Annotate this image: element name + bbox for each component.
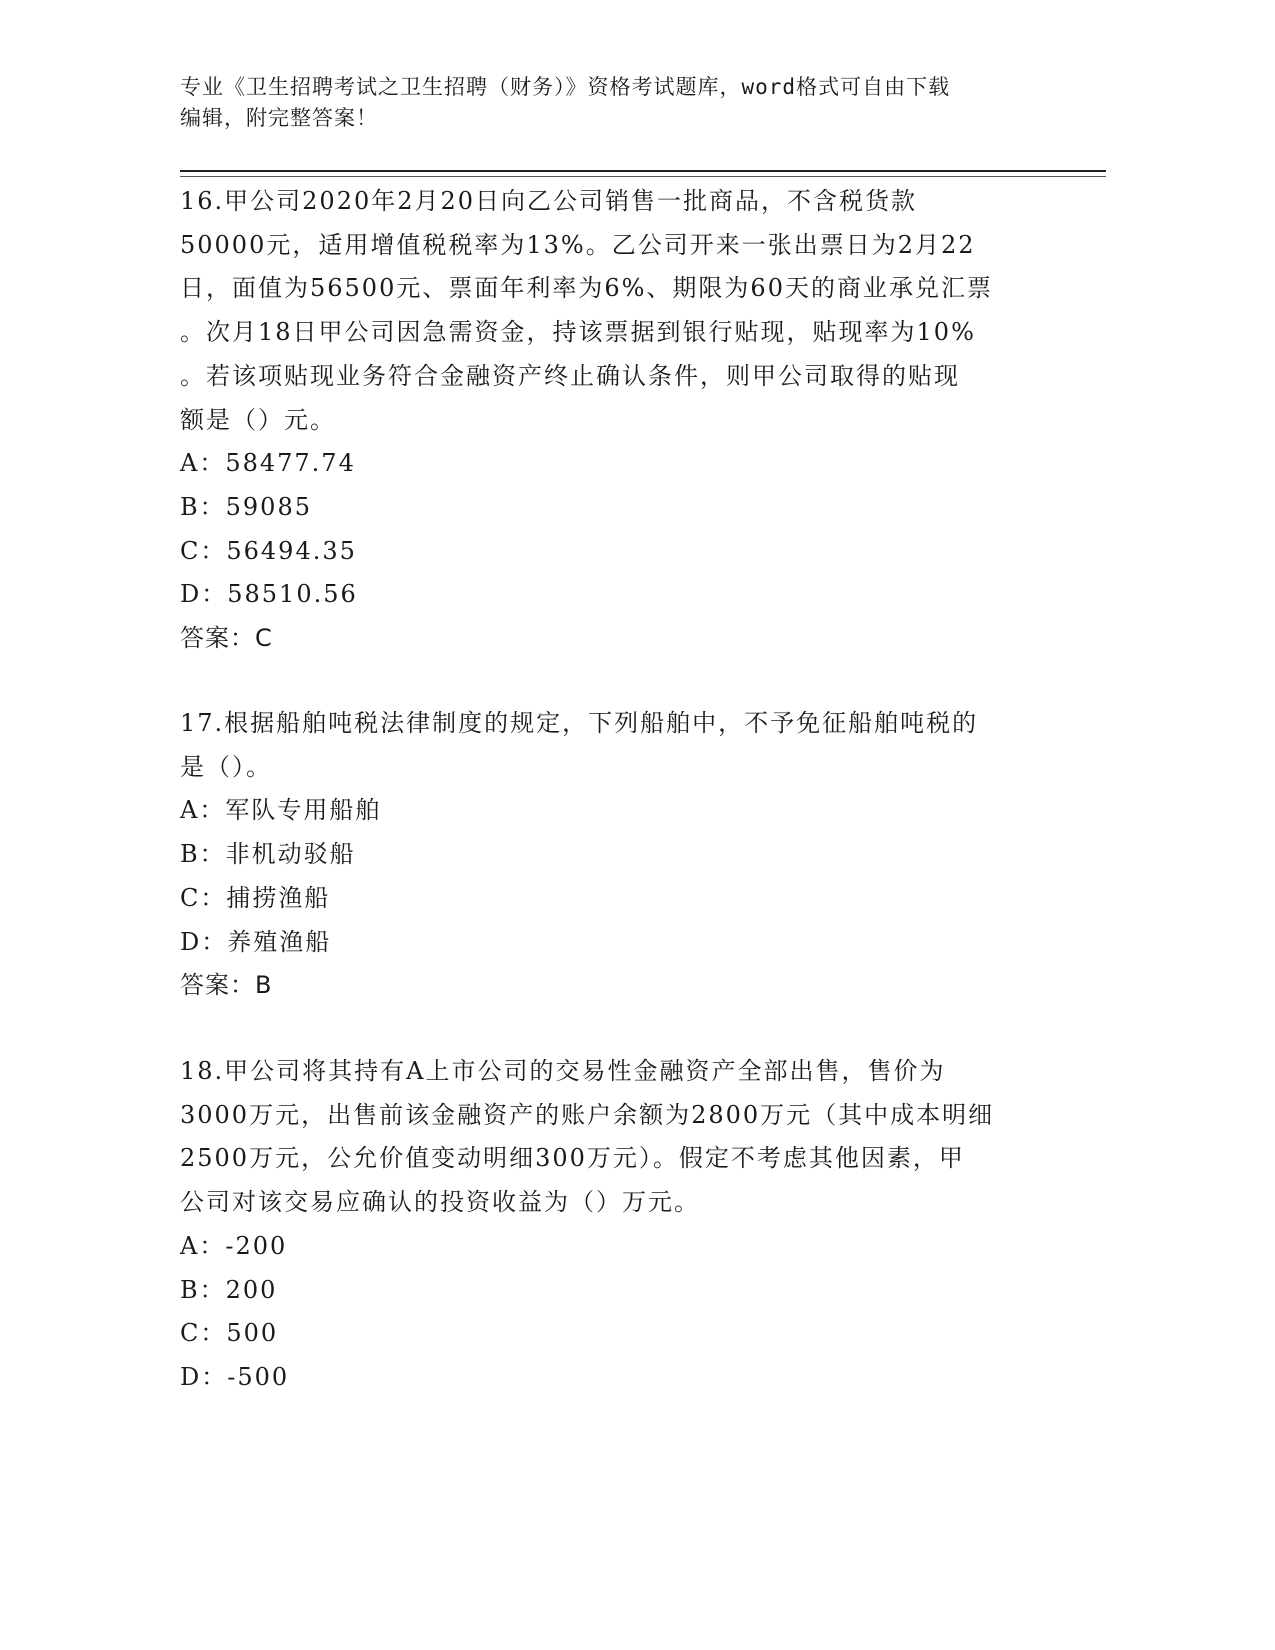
question-stem <box>180 180 1040 442</box>
stem-line: 18.甲公司将其持有A上市公司的交易性金融资产全部出售，售价为 <box>180 1057 946 1085</box>
document-header <box>180 72 1040 134</box>
option-b: B：200 <box>180 1275 278 1304</box>
option-d: D：养殖渔船 <box>180 927 332 956</box>
option-b: B：非机动驳船 <box>180 840 356 869</box>
option-a: A：58477.74 <box>180 449 356 478</box>
stem-line: 。若该项贴现业务符合金融资产终止确认条件，则甲公司取得的贴现 <box>180 361 960 390</box>
question-18 <box>180 1050 1040 1400</box>
stem-line: 额是（）元。 <box>180 405 336 434</box>
header-divider-thick <box>180 170 1106 172</box>
stem-line: 50000元，适用增值税税率为13%。乙公司开来一张出票日为2月22 <box>180 230 976 259</box>
answer-line: 答案：B <box>180 971 273 1000</box>
stem-line: 日，面值为56500元、票面年利率为6%、期限为60天的商业承兑汇票 <box>180 274 993 303</box>
header-line-1: 专业《卫生招聘考试之卫生招聘（财务）》资格考试题库，word格式可自由下载 <box>180 75 951 99</box>
option-d: D：58510.56 <box>180 580 358 609</box>
stem-line: 2500万元，公允价值变动明细300万元）。假定不考虑其他因素，甲 <box>180 1144 965 1173</box>
option-a: A：-200 <box>180 1231 288 1260</box>
option-c: C：捕捞渔船 <box>180 883 331 912</box>
stem-line: 16.甲公司2020年2月20日向乙公司销售一批商品，不含税货款 <box>180 187 918 215</box>
header-line-2: 编辑，附完整答案！ <box>180 106 378 130</box>
question-stem <box>180 702 1040 789</box>
question-17 <box>180 702 1040 1008</box>
stem-line: 3000万元，出售前该金融资产的账户余额为2800万元（其中成本明细 <box>180 1100 995 1129</box>
stem-line: 17.根据船舶吨税法律制度的规定，下列船舶中，不予免征船舶吨税的 <box>180 709 979 737</box>
stem-line: 公司对该交易应确认的投资收益为（）万元。 <box>180 1188 700 1217</box>
answer-line: 答案：C <box>180 624 273 653</box>
question-16 <box>180 180 1040 661</box>
option-a: A：军队专用船舶 <box>180 796 382 825</box>
option-b: B：59085 <box>180 492 312 521</box>
option-d: D：-500 <box>180 1362 290 1391</box>
stem-line: 。次月18日甲公司因急需资金，持该票据到银行贴现，贴现率为10% <box>180 318 976 347</box>
question-stem <box>180 1050 1040 1225</box>
header-divider-thin <box>180 176 1106 177</box>
stem-line: 是（）。 <box>180 752 272 781</box>
option-c: C：500 <box>180 1319 279 1348</box>
option-c: C：56494.35 <box>180 536 357 565</box>
